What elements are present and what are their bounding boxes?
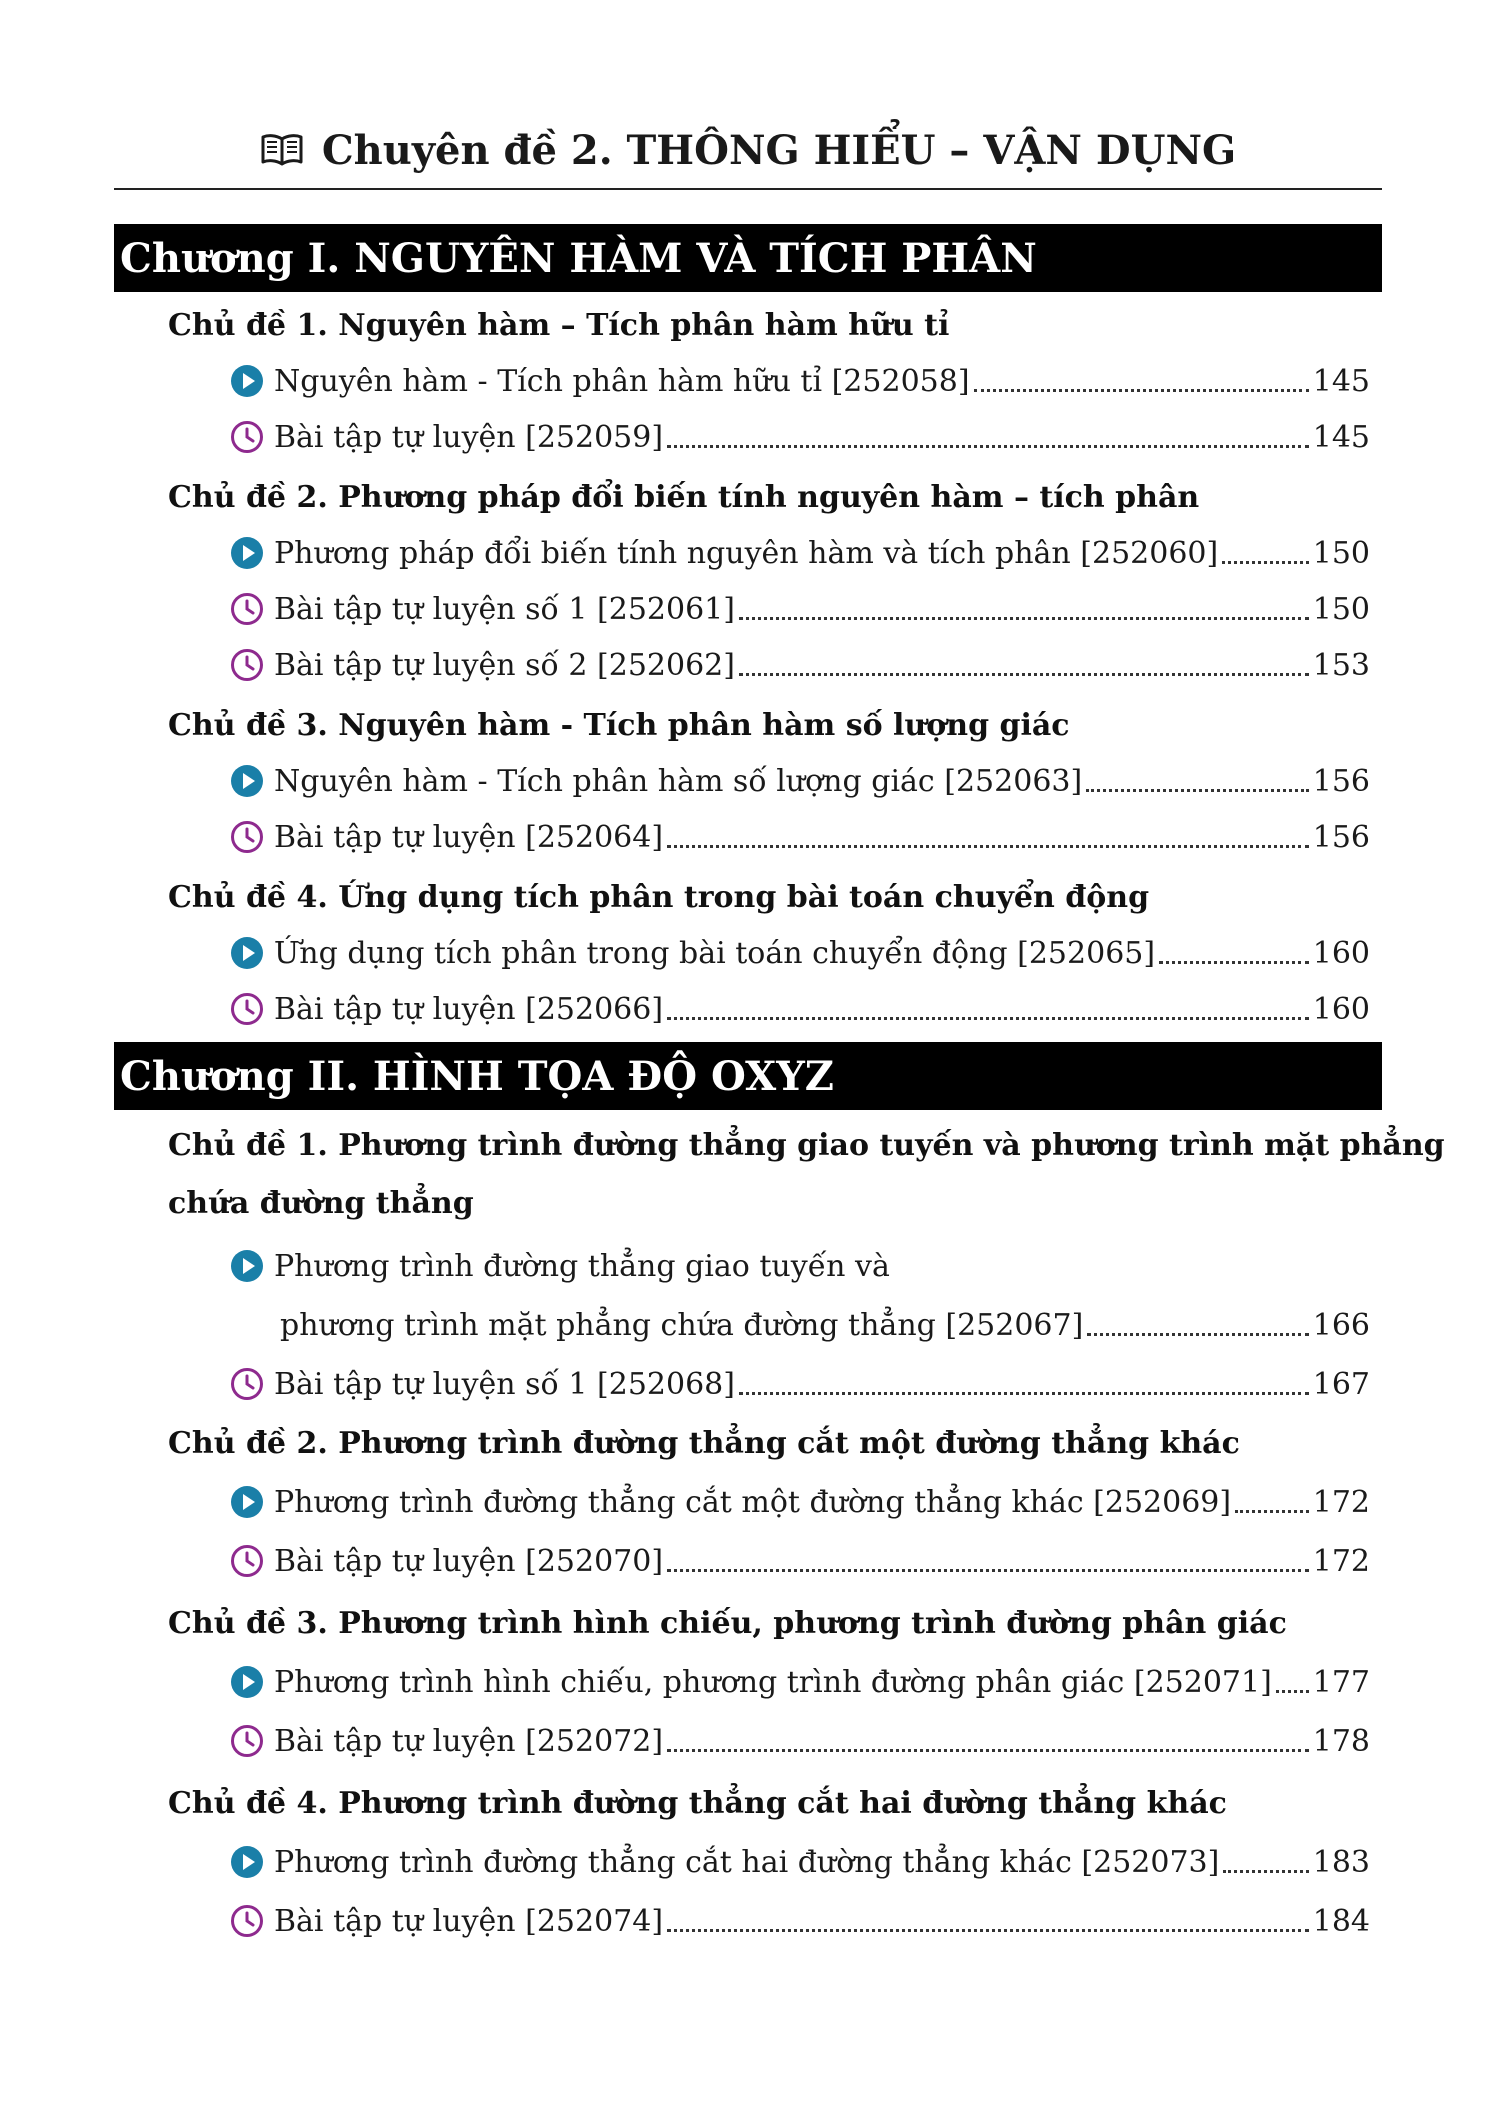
- page-number: 156: [1312, 819, 1370, 855]
- entry-title: Bài tập tự luyện [252064]: [274, 819, 664, 855]
- dot-leader: [1223, 1870, 1308, 1873]
- toc-entry-line-1[interactable]: [230, 1243, 1370, 1289]
- entry-title: Bài tập tự luyện [252059]: [274, 419, 664, 455]
- page-number: 167: [1312, 1366, 1370, 1402]
- toc-entry[interactable]: [230, 930, 1370, 976]
- page-number: 172: [1312, 1543, 1370, 1579]
- toc-entry[interactable]: [230, 814, 1370, 860]
- topic-heading: Chủ đề 3. Nguyên hàm - Tích phân hàm số lượng giác: [168, 708, 1070, 743]
- clock-icon: [230, 992, 264, 1026]
- page-number: 160: [1312, 935, 1370, 971]
- entry-title: Nguyên hàm - Tích phân hàm hữu tỉ [252058]: [274, 363, 970, 399]
- dot-leader: [1276, 1690, 1309, 1693]
- toc-entry[interactable]: [230, 1361, 1370, 1407]
- toc-entry[interactable]: [230, 1659, 1370, 1705]
- page-number: 145: [1312, 363, 1370, 399]
- topic-heading: Chủ đề 2. Phương pháp đổi biến tính nguyên hàm – tích phân: [168, 480, 1200, 515]
- entry-title: Ứng dụng tích phân trong bài toán chuyển động [252065]: [274, 935, 1156, 971]
- dot-leader: [1086, 789, 1309, 792]
- entry-title: Phương pháp đổi biến tính nguyên hàm và tích phân [252060]: [274, 535, 1219, 571]
- toc-entry[interactable]: [230, 414, 1370, 460]
- entry-title: Phương trình đường thẳng cắt một đường thẳng khác [252069]: [274, 1484, 1232, 1520]
- page-number: 172: [1312, 1484, 1370, 1520]
- clock-icon: [230, 420, 264, 454]
- play-icon: [230, 936, 264, 970]
- entry-title: Bài tập tự luyện số 2 [252062]: [274, 647, 735, 683]
- dot-leader: [1087, 1333, 1308, 1336]
- toc-entry[interactable]: [230, 1538, 1370, 1584]
- topic-heading: Chủ đề 4. Phương trình đường thẳng cắt hai đường thẳng khác: [168, 1786, 1227, 1821]
- play-icon: [230, 1845, 264, 1879]
- toc-entry[interactable]: [230, 642, 1370, 688]
- toc-entry-line-2[interactable]: [280, 1302, 1370, 1348]
- entry-title: Bài tập tự luyện [252070]: [274, 1543, 664, 1579]
- topic-heading: Chủ đề 3. Phương trình hình chiếu, phương trình đường phân giác: [168, 1606, 1287, 1641]
- entry-title: Bài tập tự luyện số 1 [252061]: [274, 591, 735, 627]
- dot-leader: [974, 389, 1309, 392]
- topic-heading: Chủ đề 2. Phương trình đường thẳng cắt một đường thẳng khác: [168, 1426, 1240, 1461]
- entry-title-line-1: Phương trình đường thẳng giao tuyến và: [274, 1248, 890, 1284]
- entry-title: Bài tập tự luyện số 1 [252068]: [274, 1366, 735, 1402]
- page-number: 184: [1312, 1903, 1370, 1939]
- clock-icon: [230, 1724, 264, 1758]
- chapter-heading: Chương I. NGUYÊN HÀM VÀ TÍCH PHÂN: [114, 224, 1382, 292]
- dot-leader: [667, 445, 1309, 448]
- page-number: 156: [1312, 763, 1370, 799]
- clock-icon: [230, 1367, 264, 1401]
- play-icon: [230, 764, 264, 798]
- play-icon: [230, 1485, 264, 1519]
- dot-leader: [739, 1392, 1309, 1395]
- page-number: 153: [1312, 647, 1370, 683]
- toc-entry[interactable]: [230, 530, 1370, 576]
- toc-entry[interactable]: [230, 986, 1370, 1032]
- page-number: 166: [1312, 1307, 1370, 1343]
- chapter-heading: Chương II. HÌNH TỌA ĐỘ OXYZ: [114, 1042, 1382, 1110]
- clock-icon: [230, 820, 264, 854]
- dot-leader: [1235, 1510, 1309, 1513]
- play-icon: [230, 1249, 264, 1283]
- topic-heading: Chủ đề 4. Ứng dụng tích phân trong bài toán chuyển động: [168, 880, 1150, 915]
- page-number: 177: [1312, 1664, 1370, 1700]
- play-icon: [230, 1665, 264, 1699]
- dot-leader: [667, 1929, 1309, 1932]
- toc-entry[interactable]: [230, 1718, 1370, 1764]
- dot-leader: [1222, 561, 1309, 564]
- toc-entry[interactable]: [230, 1839, 1370, 1885]
- clock-icon: [230, 592, 264, 626]
- entry-title: Bài tập tự luyện [252066]: [274, 991, 664, 1027]
- dot-leader: [667, 1569, 1309, 1572]
- document-title: [114, 122, 1382, 178]
- dot-leader: [1159, 961, 1309, 964]
- clock-icon: [230, 1904, 264, 1938]
- entry-title: Nguyên hàm - Tích phân hàm số lượng giác [252063]: [274, 763, 1083, 799]
- entry-title: Phương trình hình chiếu, phương trình đường phân giác [252071]: [274, 1664, 1272, 1700]
- dot-leader: [667, 1017, 1309, 1020]
- clock-icon: [230, 1544, 264, 1578]
- clock-icon: [230, 648, 264, 682]
- dot-leader: [667, 1749, 1309, 1752]
- book-icon: [260, 133, 304, 167]
- page-number: 178: [1312, 1723, 1370, 1759]
- toc-entry[interactable]: [230, 586, 1370, 632]
- toc-entry[interactable]: [230, 358, 1370, 404]
- entry-title-line-2: phương trình mặt phẳng chứa đường thẳng [252067]: [280, 1307, 1084, 1343]
- page-number: 145: [1312, 419, 1370, 455]
- play-icon: [230, 364, 264, 398]
- topic-heading: Chủ đề 1. Nguyên hàm – Tích phân hàm hữu tỉ: [168, 308, 950, 343]
- entry-title: Bài tập tự luyện [252074]: [274, 1903, 664, 1939]
- toc-entry[interactable]: [230, 1898, 1370, 1944]
- page-number: 183: [1312, 1844, 1370, 1880]
- toc-entry[interactable]: [230, 758, 1370, 804]
- page-number: 150: [1312, 535, 1370, 571]
- topic-heading-line-2: chứa đường thẳng: [168, 1186, 474, 1221]
- entry-title: Bài tập tự luyện [252072]: [274, 1723, 664, 1759]
- page-number: 150: [1312, 591, 1370, 627]
- page-number: 160: [1312, 991, 1370, 1027]
- play-icon: [230, 536, 264, 570]
- entry-title: Phương trình đường thẳng cắt hai đường thẳng khác [252073]: [274, 1844, 1220, 1880]
- dot-leader: [667, 845, 1309, 848]
- document-title-text: Chuyên đề 2. THÔNG HIỂU – VẬN DỤNG: [321, 126, 1237, 174]
- title-divider: [114, 188, 1382, 190]
- toc-entry[interactable]: [230, 1479, 1370, 1525]
- dot-leader: [739, 673, 1309, 676]
- topic-heading-line-1: Chủ đề 1. Phương trình đường thẳng giao tuyến và phương trình mặt phẳng: [168, 1128, 1445, 1163]
- dot-leader: [739, 617, 1309, 620]
